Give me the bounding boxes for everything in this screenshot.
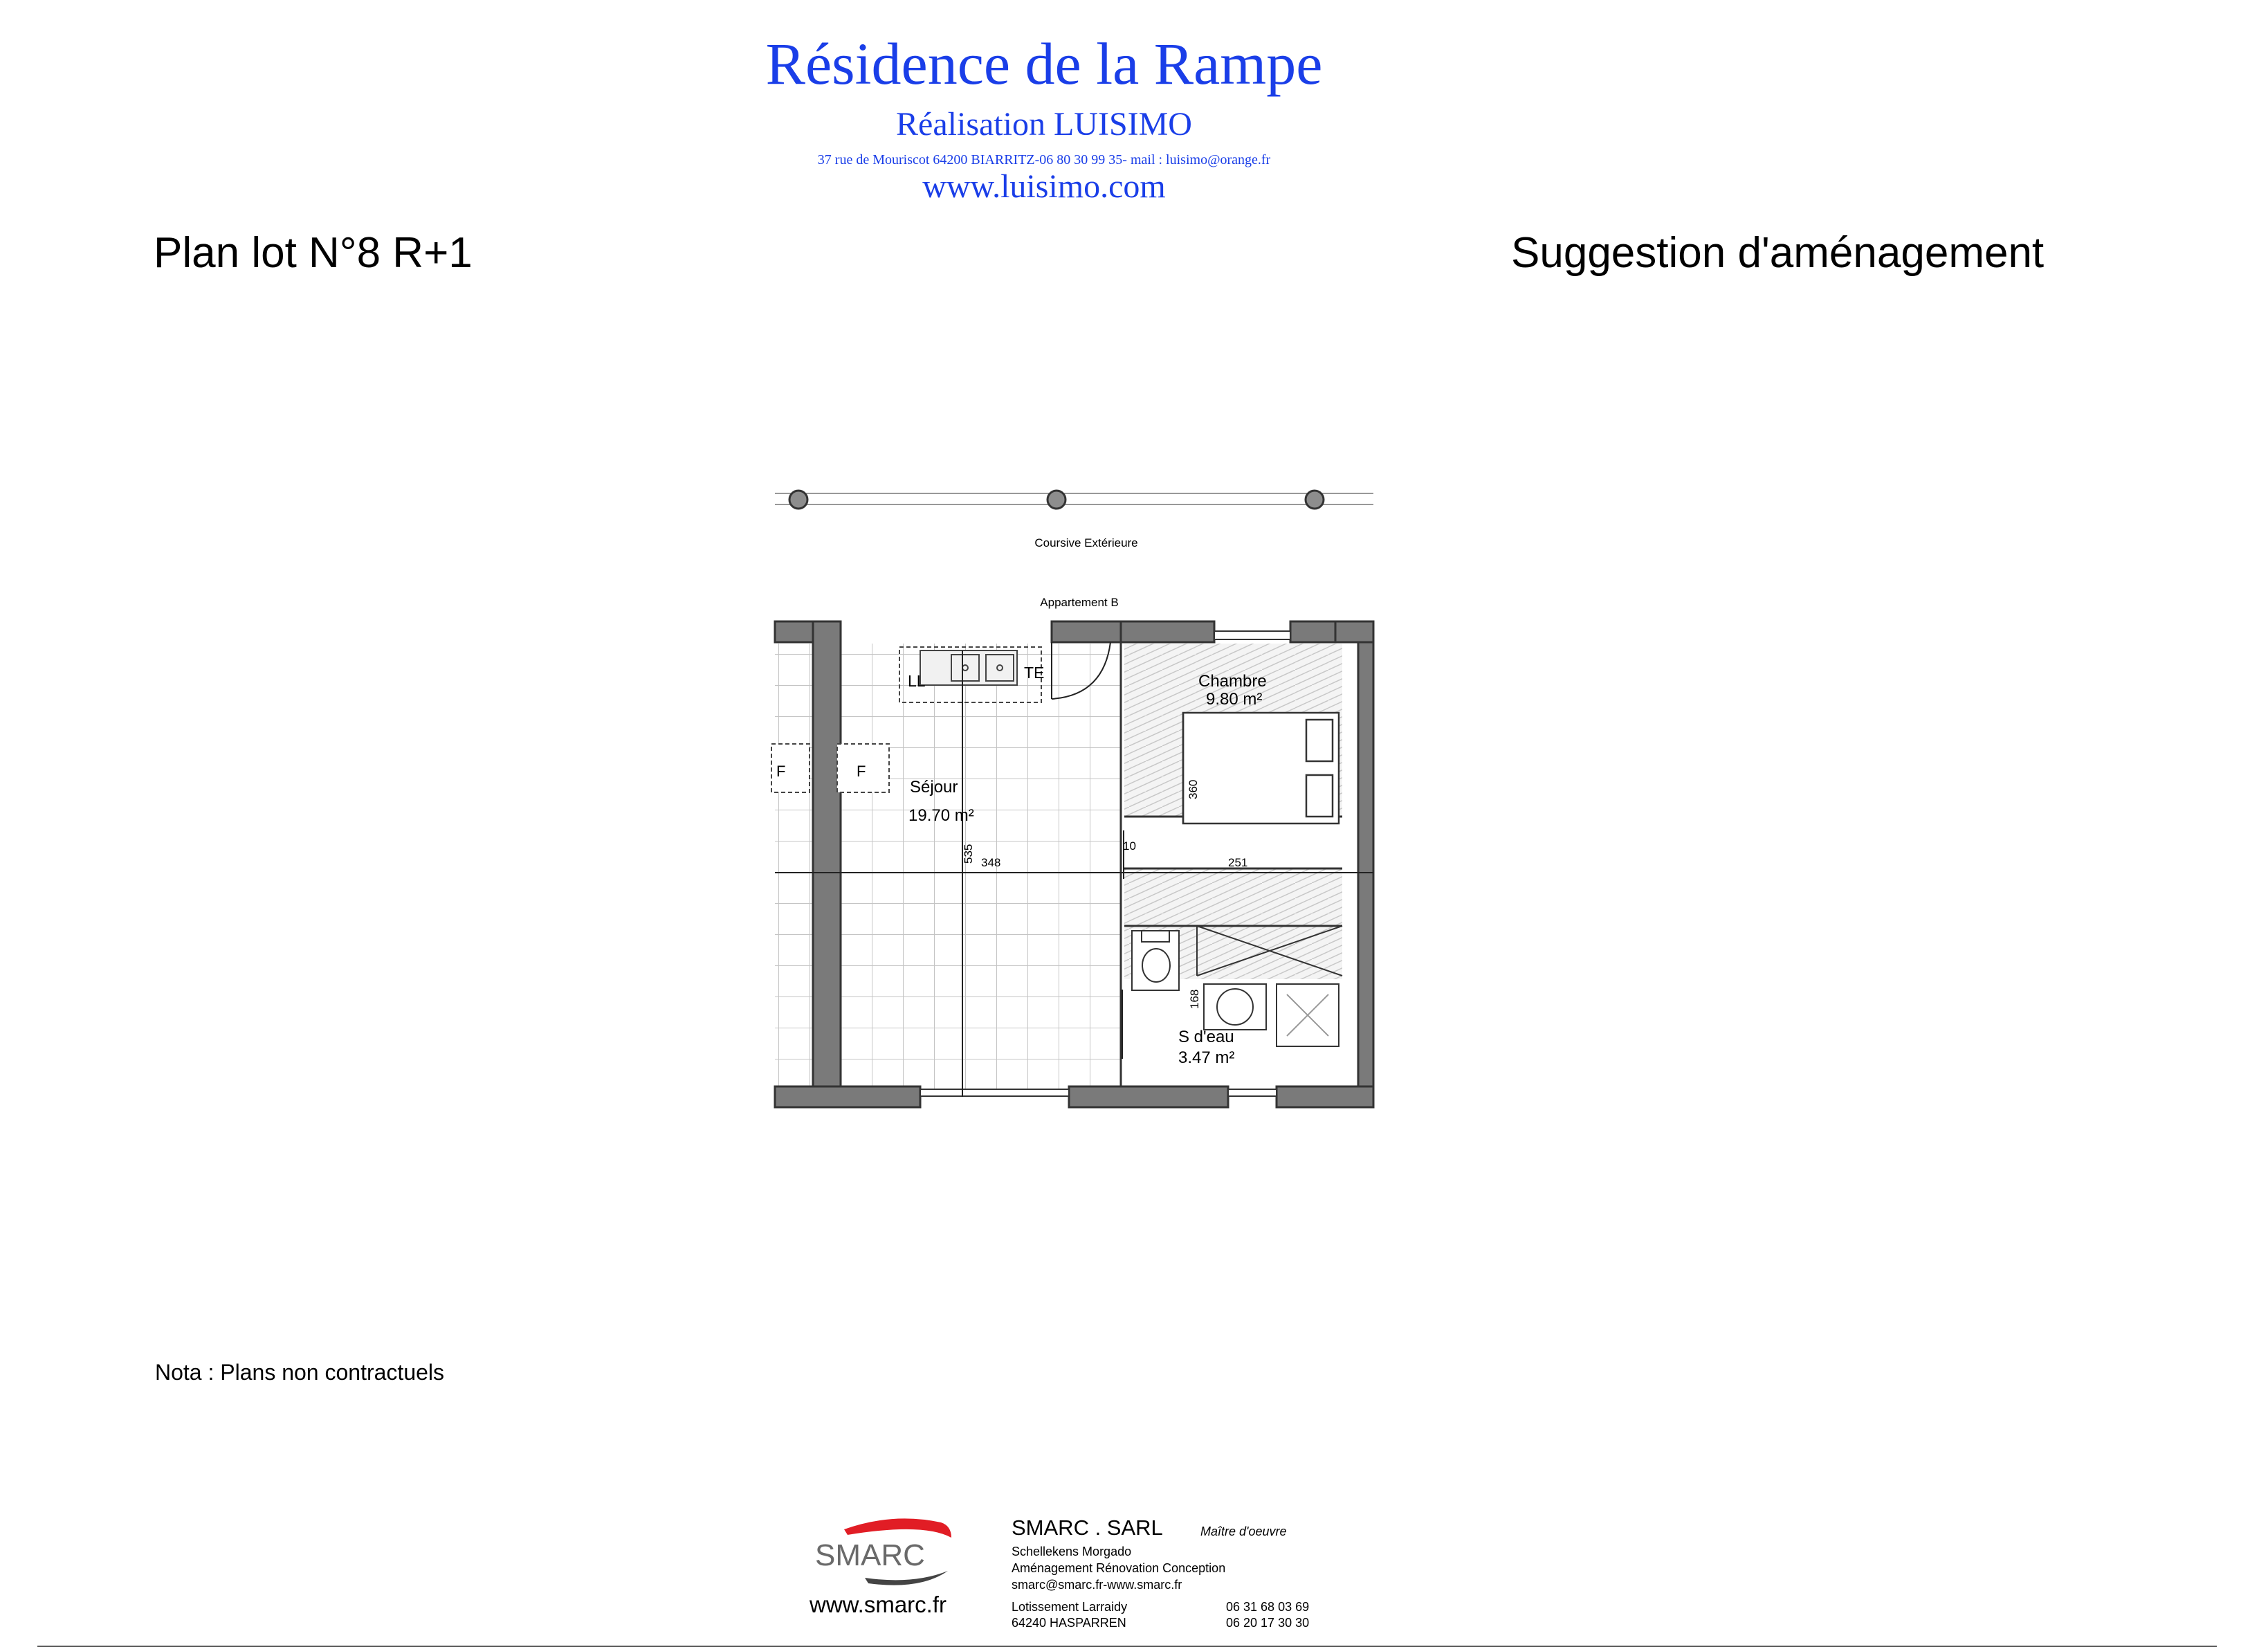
svg-text:F: F xyxy=(776,763,786,780)
column-marker xyxy=(1048,491,1066,509)
website-link[interactable]: www.luisimo.com xyxy=(922,168,1166,205)
room-name: Séjour xyxy=(910,778,958,797)
dimension-label: 360 xyxy=(1187,779,1200,799)
company-names: Schellekens Morgado xyxy=(1012,1545,1132,1558)
bed xyxy=(1183,713,1339,824)
dimension-label: 10 xyxy=(1123,839,1136,853)
f-label: F xyxy=(857,763,866,780)
column-marker xyxy=(1306,491,1324,509)
company-phone: 06 31 68 03 69 xyxy=(1226,1600,1310,1614)
neighbour-floor xyxy=(775,644,813,1093)
room-area: 3.47 m² xyxy=(1178,1048,1235,1067)
company-city: 64240 HASPARREN xyxy=(1012,1616,1126,1630)
te-label: TE xyxy=(1024,664,1045,682)
apartment-label: Appartement B xyxy=(1040,596,1119,609)
window xyxy=(1214,631,1290,639)
company-contact[interactable]: smarc@smarc.fr-www.smarc.fr xyxy=(1012,1578,1182,1592)
corridor xyxy=(775,491,1373,609)
company-phone: 06 20 17 30 30 xyxy=(1226,1616,1310,1630)
company-name: SMARC . SARL xyxy=(1012,1516,1163,1540)
window xyxy=(1228,1089,1277,1096)
window xyxy=(920,1089,1069,1096)
smarc-logo xyxy=(815,1518,951,1585)
dimension-label: 168 xyxy=(1188,989,1201,1009)
room-area: 9.80 m² xyxy=(1206,690,1263,709)
room-name: S d'eau xyxy=(1178,1028,1234,1046)
room-area: 19.70 m² xyxy=(908,806,974,825)
company-street: Lotissement Larraidy xyxy=(1012,1600,1128,1614)
company-services: Aménagement Rénovation Conception xyxy=(1012,1561,1226,1575)
ll-label: LL xyxy=(908,672,926,690)
sejour-floor xyxy=(837,644,1121,1093)
company-role: Maître d'oeuvre xyxy=(1200,1525,1287,1538)
corridor-label: Coursive Extérieure xyxy=(1034,536,1138,549)
dimension-label: 348 xyxy=(981,856,1001,869)
smarc-website-link[interactable]: www.smarc.fr xyxy=(810,1592,946,1617)
plan-label: Plan lot N°8 R+1 xyxy=(154,229,473,277)
page-subtitle: Réalisation LUISIMO xyxy=(896,106,1192,143)
suggestion-label: Suggestion d'aménagement xyxy=(1511,229,2045,277)
logo-text: SMARC xyxy=(815,1538,925,1572)
page-title: Résidence de la Rampe xyxy=(765,30,1323,97)
room-name: Chambre xyxy=(1198,672,1267,691)
dimension-label: 251 xyxy=(1228,856,1248,869)
column-marker xyxy=(789,491,807,509)
nota-text: Nota : Plans non contractuels xyxy=(155,1360,445,1385)
contact-address: 37 rue de Mouriscot 64200 BIARRITZ-06 80 30 99 35- mail : luisimo@orange.fr xyxy=(817,152,1271,167)
dimension-label: 535 xyxy=(962,844,975,864)
